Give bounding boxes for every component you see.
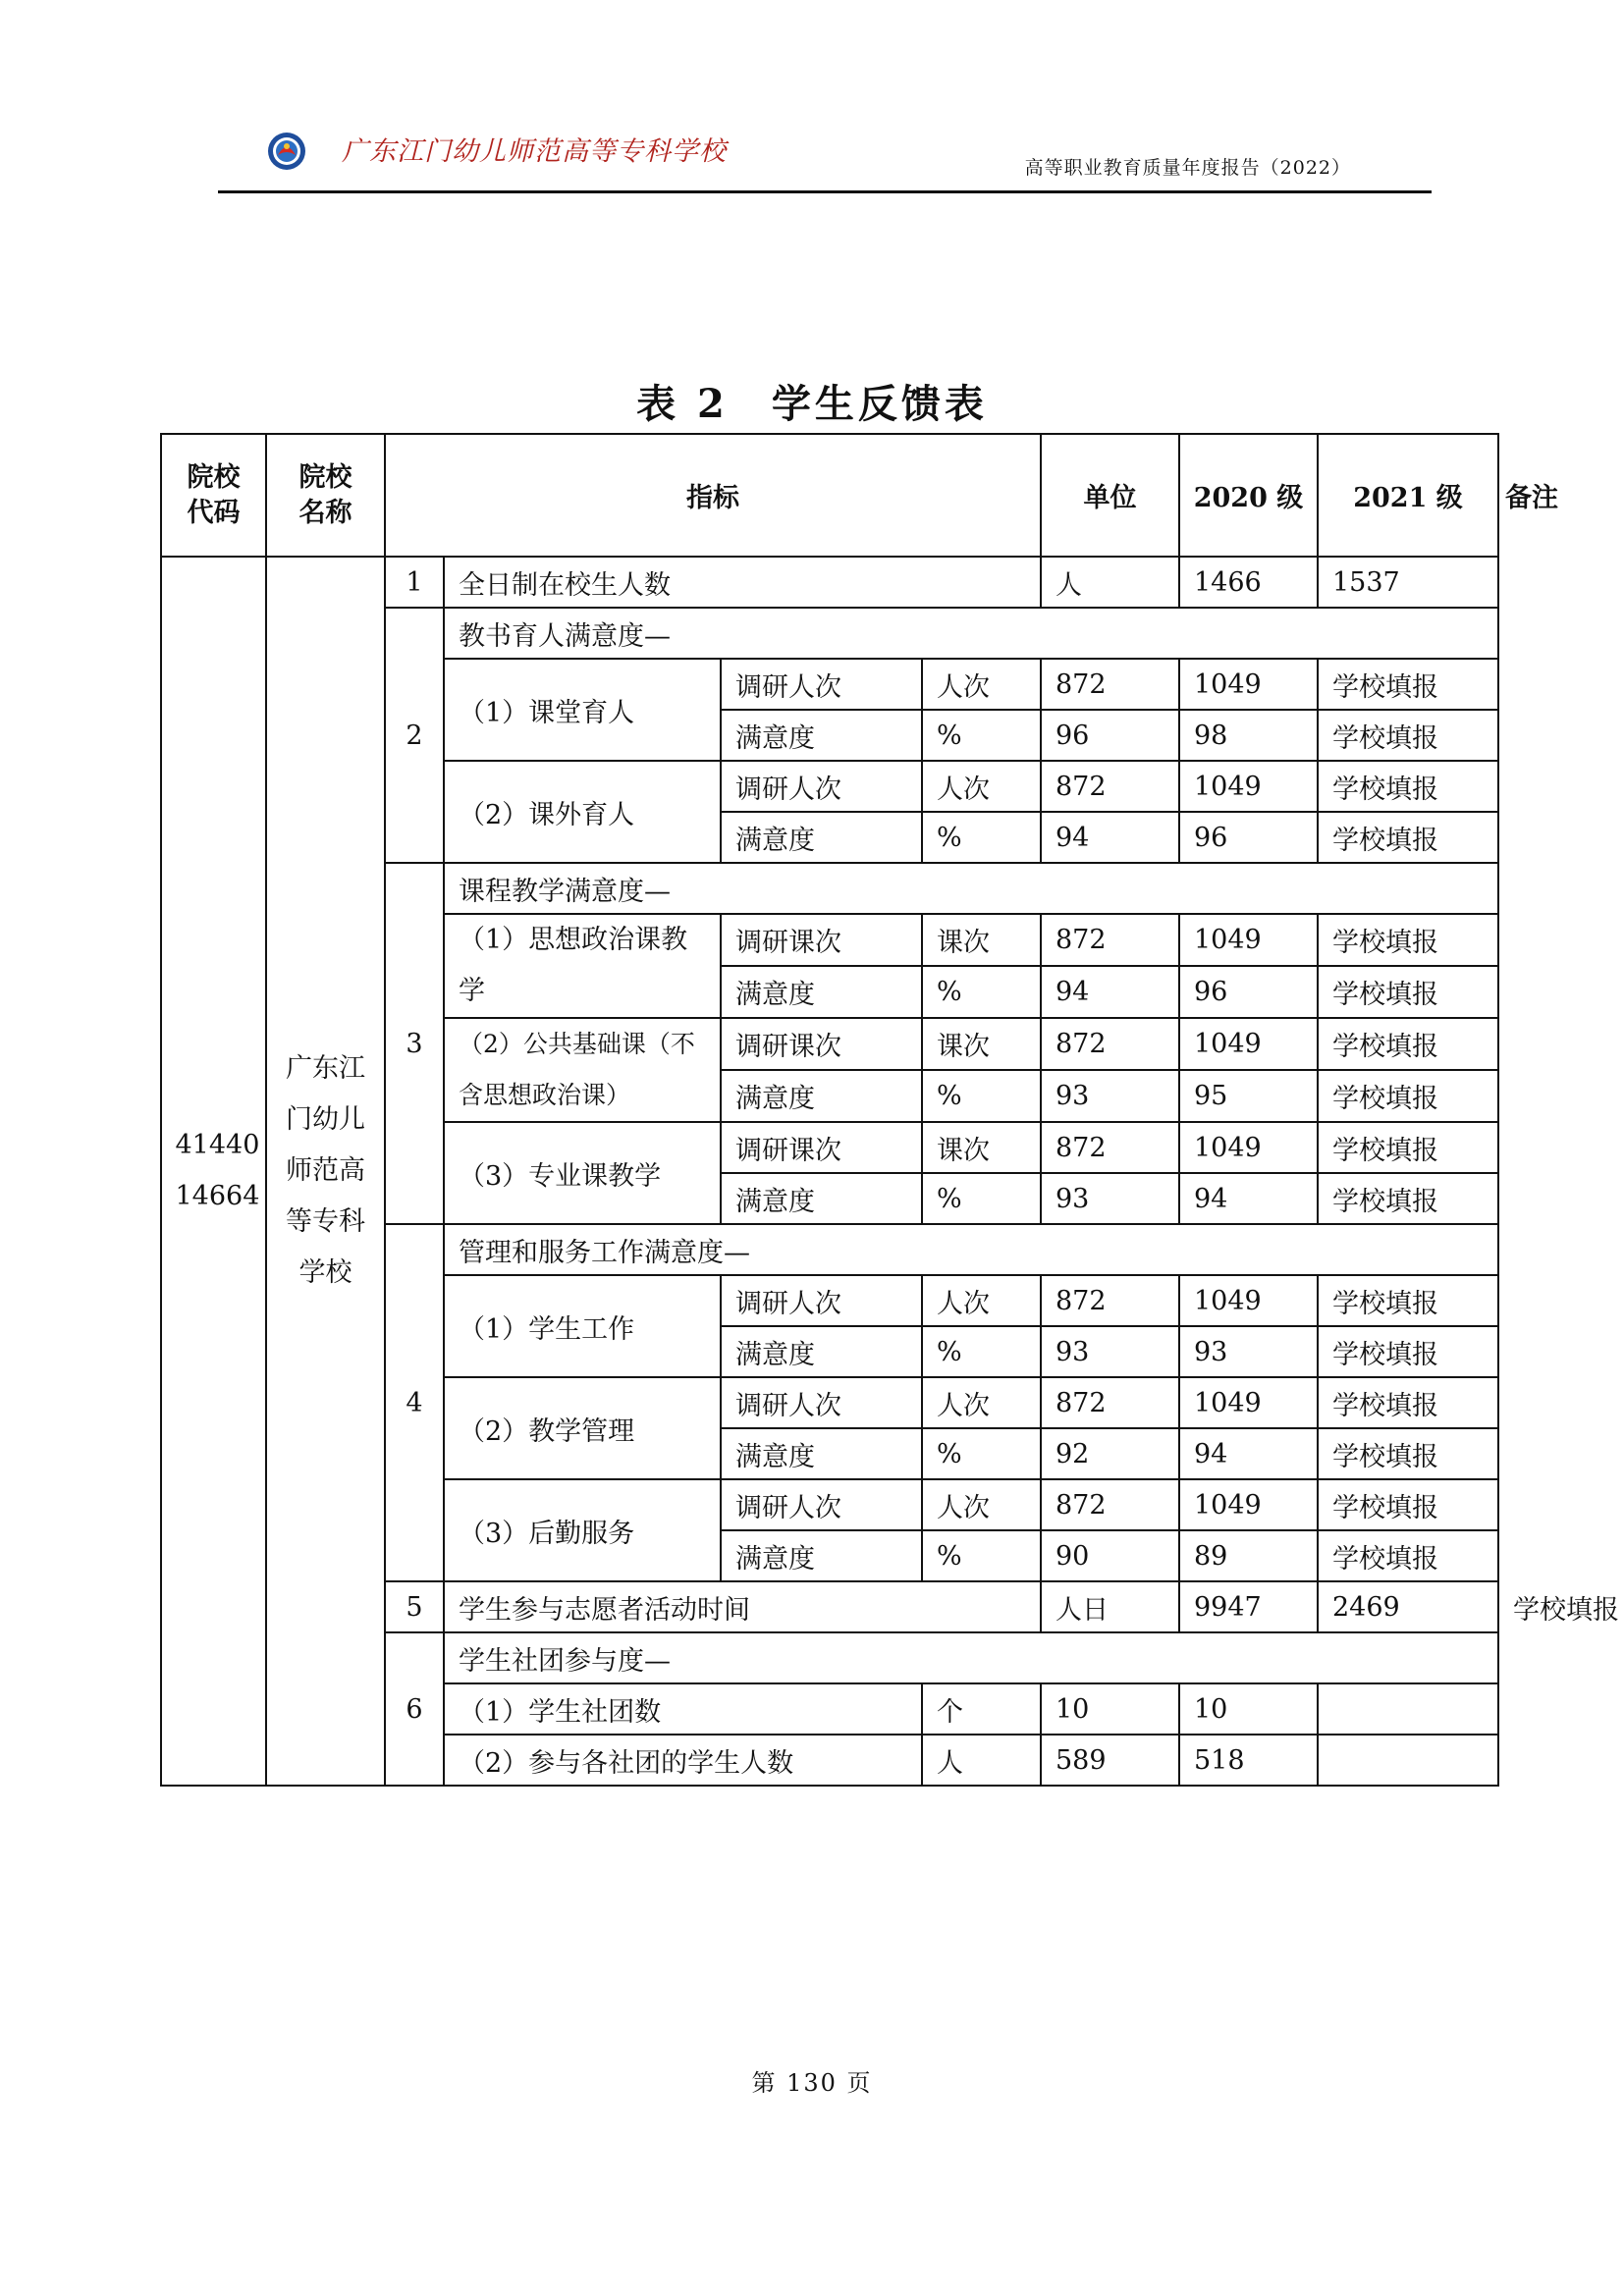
unit-cell: % [922, 1173, 1041, 1224]
note-cell: 学校填报 [1318, 1173, 1498, 1224]
measure-cell: 满意度 [721, 1530, 922, 1581]
value-2020: 90 [1041, 1530, 1179, 1581]
measure-cell: 满意度 [721, 1173, 922, 1224]
value-2021: 89 [1179, 1530, 1318, 1581]
sub-indicator: （3）专业课教学 [444, 1122, 721, 1224]
value-2021: 1537 [1318, 557, 1498, 608]
note-cell: 学校填报 [1318, 966, 1498, 1018]
unit-cell: % [922, 1070, 1041, 1122]
value-2021: 1049 [1179, 1275, 1318, 1326]
measure-cell: 满意度 [721, 1070, 922, 1122]
note-cell: 学校填报 [1318, 1275, 1498, 1326]
measure-cell: 调研人次 [721, 1479, 922, 1530]
indicator-group-title: 管理和服务工作满意度— [444, 1224, 1498, 1275]
unit-cell: 人次 [922, 1275, 1041, 1326]
note-cell: 学校填报 [1318, 761, 1498, 812]
table-title: 表 2 学生反馈表 [636, 381, 988, 427]
unit-cell: 课次 [922, 914, 1041, 966]
measure-cell: 满意度 [721, 710, 922, 761]
header-2020: 2020 级 [1179, 434, 1318, 557]
measure-cell: 调研课次 [721, 1018, 922, 1070]
note-cell: 学校填报 [1318, 812, 1498, 863]
page-header [218, 116, 1430, 194]
unit-cell: % [922, 812, 1041, 863]
value-2020: 93 [1041, 1326, 1179, 1377]
student-feedback-table [160, 433, 1619, 1787]
value-2020: 872 [1041, 659, 1179, 710]
value-2021: 96 [1179, 812, 1318, 863]
value-2020: 872 [1041, 1018, 1179, 1070]
unit-cell: 人次 [922, 1377, 1041, 1428]
value-2021: 2469 [1318, 1581, 1498, 1632]
measure-cell: 调研课次 [721, 914, 922, 966]
note-cell: 学校填报 [1318, 1070, 1498, 1122]
note-cell: 学校填报 [1318, 1122, 1498, 1173]
value-2020: 872 [1041, 914, 1179, 966]
measure-cell: 调研课次 [721, 1122, 922, 1173]
header-school-code: 院校代码 [161, 434, 266, 557]
unit-cell: % [922, 710, 1041, 761]
value-2020: 93 [1041, 1070, 1179, 1122]
value-2021: 1049 [1179, 659, 1318, 710]
value-2020: 589 [1041, 1735, 1179, 1786]
value-2021: 10 [1179, 1683, 1318, 1735]
value-2020: 1466 [1179, 557, 1318, 608]
sub-indicator: （2）课外育人 [444, 761, 721, 863]
unit-cell: 课次 [922, 1018, 1041, 1070]
sub-indicator: （1）思想政治课教学 [444, 914, 721, 1018]
indicator-cell: 全日制在校生人数 [444, 557, 1041, 608]
value-2021: 94 [1179, 1173, 1318, 1224]
indicator-group-title: 课程教学满意度— [444, 863, 1498, 914]
measure-cell: 调研人次 [721, 761, 922, 812]
unit-cell: 课次 [922, 1122, 1041, 1173]
school-logo-icon [267, 132, 306, 171]
note-cell [1318, 1683, 1498, 1735]
note-cell: 学校填报 [1318, 1326, 1498, 1377]
value-2020: 872 [1041, 761, 1179, 812]
value-2021: 95 [1179, 1070, 1318, 1122]
sub-indicator: （3）后勤服务 [444, 1479, 721, 1581]
row-number: 4 [385, 1224, 444, 1581]
note-cell: 学校填报 [1318, 1428, 1498, 1479]
unit-cell: 人 [922, 1735, 1041, 1786]
header-school-name: 院校名称 [266, 434, 385, 557]
value-2021: 518 [1179, 1735, 1318, 1786]
value-2021: 1049 [1179, 1122, 1318, 1173]
value-2021: 96 [1179, 966, 1318, 1018]
value-2020: 872 [1041, 1377, 1179, 1428]
measure-cell: 满意度 [721, 1326, 922, 1377]
unit-cell: 人 [1041, 557, 1179, 608]
value-2020: 94 [1041, 812, 1179, 863]
unit-cell: % [922, 1326, 1041, 1377]
table-row [161, 557, 1498, 608]
value-2020: 96 [1041, 710, 1179, 761]
row-number: 1 [385, 557, 444, 608]
value-2020: 93 [1041, 1173, 1179, 1224]
value-2021: 94 [1179, 1428, 1318, 1479]
table-row: 5 学生参与志愿者活动时间 人日 9947 2469 学校填报 [161, 1581, 1498, 1632]
sub-indicator: （1）学生工作 [444, 1275, 721, 1377]
row-number: 5 [385, 1581, 444, 1632]
unit-cell: 人次 [922, 761, 1041, 812]
school-name-cell: 广东江门幼儿师范高等专科学校 [266, 557, 385, 1786]
school-code-cell: 41440 14664 [161, 557, 266, 1786]
value-2020: 94 [1041, 966, 1179, 1018]
value-2020: 872 [1041, 1479, 1179, 1530]
school-name-script: 广东江门幼儿师范高等专科学校 [342, 136, 727, 167]
sub-indicator: （2）公共基础课（不含思想政治课） [444, 1018, 721, 1122]
indicator-group-title: 学生社团参与度— [444, 1632, 1498, 1683]
value-2020: 9947 [1179, 1581, 1318, 1632]
report-title: 高等职业教育质量年度报告（2022） [1024, 157, 1351, 179]
header-divider [218, 190, 1432, 193]
value-2021: 1049 [1179, 914, 1318, 966]
measure-cell: 满意度 [721, 812, 922, 863]
note-cell: 学校填报 [1318, 1377, 1498, 1428]
unit-cell: 人次 [922, 659, 1041, 710]
row-number: 3 [385, 863, 444, 1224]
header-2021: 2021 级 [1318, 434, 1498, 557]
value-2020: 872 [1041, 1275, 1179, 1326]
table-header-row: 院校代码 院校名称 指标 单位 2020 级 2021 级 备注 [161, 434, 1498, 557]
unit-cell: % [922, 966, 1041, 1018]
measure-cell: 调研人次 [721, 1275, 922, 1326]
measure-cell: 调研人次 [721, 659, 922, 710]
value-2020: 92 [1041, 1428, 1179, 1479]
sub-indicator: （1）学生社团数 [444, 1683, 922, 1735]
value-2021: 1049 [1179, 1377, 1318, 1428]
value-2021: 1049 [1179, 1018, 1318, 1070]
unit-cell: 人次 [922, 1479, 1041, 1530]
note-cell: 学校填报 [1318, 710, 1498, 761]
note-cell [1318, 1735, 1498, 1786]
value-2021: 1049 [1179, 761, 1318, 812]
value-2020: 10 [1041, 1683, 1179, 1735]
note-cell: 学校填报 [1318, 914, 1498, 966]
note-cell: 学校填报 [1318, 1018, 1498, 1070]
header-unit: 单位 [1041, 434, 1179, 557]
unit-cell: % [922, 1530, 1041, 1581]
sub-indicator: （2）教学管理 [444, 1377, 721, 1479]
note-cell: 学校填报 [1318, 1530, 1498, 1581]
page-number: 第 130 页 [751, 2069, 873, 2097]
unit-cell: % [922, 1428, 1041, 1479]
indicator-group-title: 教书育人满意度— [444, 608, 1498, 659]
note-cell: 学校填报 [1318, 659, 1498, 710]
unit-cell: 人日 [1041, 1581, 1179, 1632]
row-number: 6 [385, 1632, 444, 1786]
row-number: 2 [385, 608, 444, 863]
measure-cell: 满意度 [721, 966, 922, 1018]
sub-indicator: （1）课堂育人 [444, 659, 721, 761]
value-2020: 872 [1041, 1122, 1179, 1173]
header-indicator: 指标 [385, 434, 1041, 557]
note-cell: 学校填报 [1318, 1479, 1498, 1530]
measure-cell: 满意度 [721, 1428, 922, 1479]
value-2021: 1049 [1179, 1479, 1318, 1530]
value-2021: 98 [1179, 710, 1318, 761]
unit-cell: 个 [922, 1683, 1041, 1735]
value-2021: 93 [1179, 1326, 1318, 1377]
indicator-cell: 学生参与志愿者活动时间 [444, 1581, 1041, 1632]
sub-indicator: （2）参与各社团的学生人数 [444, 1735, 922, 1786]
measure-cell: 调研人次 [721, 1377, 922, 1428]
